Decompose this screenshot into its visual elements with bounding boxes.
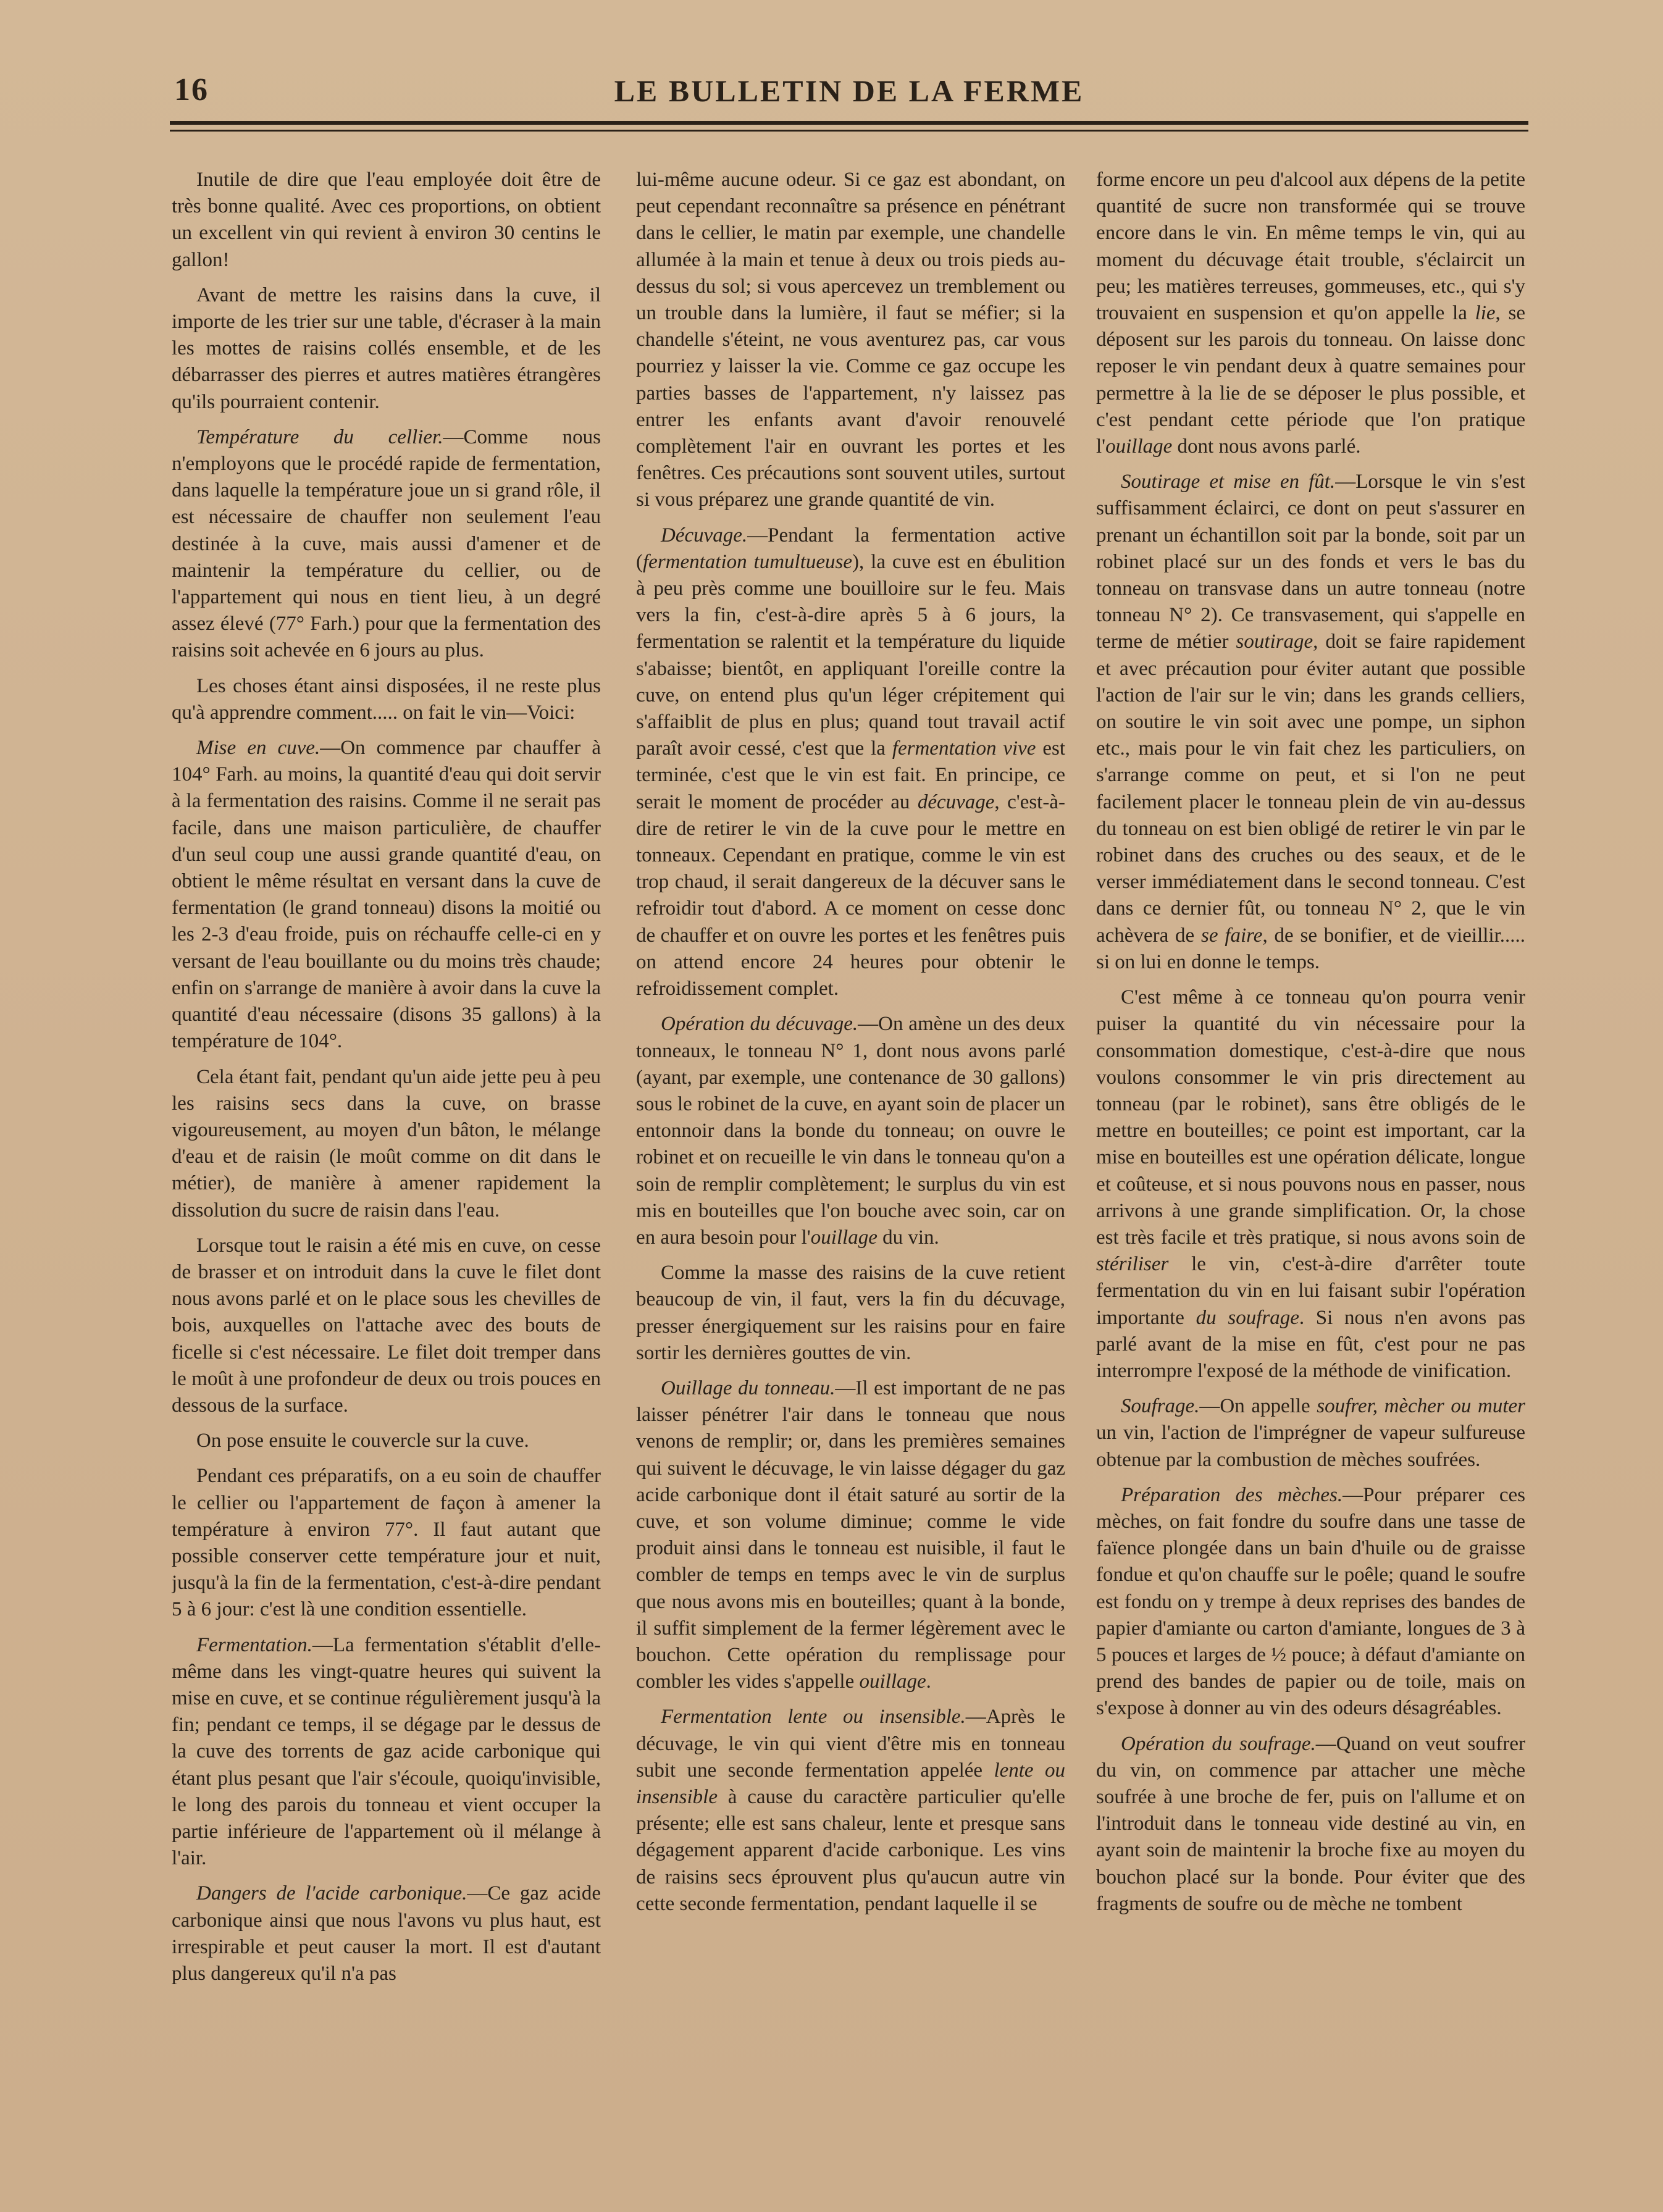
column-1: [172, 167, 601, 2174]
section-paragraph: Décuvage.—Pendant la fermentation active (fermentation tumultueuse), la cuve est en ébulition à peu près comme une bouilloire sur le feu. Mais vers la fin, c'est-à-dire après 5 à 6 jours, la fermentation se ralentit et la température du liquide s'abaisse; bientôt, en appliquant l'oreille contre la cuve, on entend plus qu'un léger crépitement qui s'affaiblit de plus en plus; quand tout travail actif paraît avoir cessé, c'est que la fermentation vive est terminée, c'est que le vin est fait. En principe, ce serait le moment de procéder au décuvage, c'est-à-dire de retirer le vin de la cuve pour le mettre en tonneaux. Cependant en pratique, comme le vin est trop chaud, il serait dangereux de la décuver sans le refroidir tout d'abord. A ce moment on cesse donc de chauffer et on ouvre les portes et les fenêtres puis on attend encore 24 heures pour obtenir le refroidissement complet.: [636, 524, 1065, 1000]
paragraph: Pendant ces préparatifs, on a eu soin de chauffer le cellier ou l'appartement de façon à amener la température à environ 77°. Il faut autant que possible conserver cette température jour et nuit, jusqu'à la fin de la fermentation, c'est-à-dire pendant 5 à 6 jour: c'est là une condition essentielle.: [172, 1465, 601, 1621]
paragraph: Les choses étant ainsi disposées, il ne reste plus qu'à apprendre comment..... on fait le vin—Voici:: [172, 674, 601, 724]
section-paragraph: Préparation des mèches.—Pour préparer ces mèches, on fait fondre du soufre dans une tasse de faïence plongée dans un bain d'huile ou de graisse fondue et qu'on chauffe sur le poêle; quand le soufre est fondu on y trempe à deux reprises des bandes de papier d'amiante ou carton d'amiante, longues de 3 à 5 pouces et larges de ½ pouce; à défaut d'amiante on prend des bandes de papier ou de toile, mais on s'expose à donner au vin des odeurs désagréables.: [1096, 1483, 1525, 1720]
paragraph: Avant de mettre les raisins dans la cuve, il importe de les trier sur une table, d'écraser à la main les mottes de raisins collés ensemble, et de les débarrasser des pierres et autres matières étrangères qu'ils pourraient contenir.: [172, 283, 601, 413]
section-heading: Dangers de l'acide carbonique.: [196, 1882, 467, 1905]
section-heading: Mise en cuve.: [196, 737, 320, 760]
section-paragraph: Soutirage et mise en fût.—Lorsque le vin s'est suffisamment éclairci, ce dont on peut s'assurer en prenant un échantillon soit par la bonde, soit par un robinet placé sur un des fonds et vers le bas du tonneau on transvase dans un autre tonneau (notre tonneau N° 2). Ce transvasement, qui s'appelle en terme de métier soutirage, doit se faire rapidement et avec précaution pour éviter autant que possible l'action de l'air sur le vin; dans les grands celliers, on soutire le vin soit avec une pompe, un siphon etc., mais pour le vin fait chez les particuliers, on s'arrange comme on peut, et si l'on ne peut facilement placer le tonneau plein de vin au-dessus du tonneau on est bien obligé de retirer le vin par le robinet dans des cruches ou des seaux, et de le verser immédiatement dans le second tonneau. C'est dans ce dernier fût, ou tonneau N° 2, que le vin achèvera de se faire, de se bonifier, et de vieillir..... si on lui en donne le temps.: [1096, 471, 1525, 973]
section-paragraph: Température du cellier.—Comme nous n'employons que le procédé rapide de fermentation, dans laquelle la température joue un si grand rôle, il est nécessaire de chauffer non seulement l'eau destinée à la cuve, mais aussi d'amener et de maintenir la température du cellier, ou de l'appartement qui nous en tient lieu, à un degré assez élevé (77° Farh.) pour que la fermentation des raisins soit achevée en 6 jours au plus.: [172, 425, 601, 662]
paragraph: Lorsque tout le raisin a été mis en cuve, on cesse de brasser et on introduit dans la cuve le filet dont nous avons parlé et on le place sous les chevilles de bois, auxquelles on l'attache avec des bouts de ficelle si c'est nécessaire. Le filet doit tremper dans le moût à une profondeur de deux ou trois pouces en dessous de la surface.: [172, 1234, 601, 1417]
paragraph: Cela étant fait, pendant qu'un aide jette peu à peu les raisins secs dans la cuve, on brasse vigoureusement, au moyen d'un bâton, le mélange d'eau et de raisin (le moût comme on dit dans le métier), de manière à amener rapidement la dissolution du sucre de raisin dans l'eau.: [172, 1065, 601, 1221]
section-paragraph: Mise en cuve.—On commence par chauffer à 104° Farh. au moins, la quantité d'eau qui doit servir à la fermentation des raisins. Comme il ne serait pas facile, dans une maison particulière, de chauffer d'un seul coup une aussi grande quantité d'eau, on obtient le même résultat en versant dans la cuve de fermentation (le grand tonneau) disons la moitié ou les 2-3 d'eau froide, puis on réchauffe celle-ci en y versant de l'eau bouillante ou du moins très chaude; enfin on s'arrange de manière à avoir dans la cuve la quantité d'eau nécessaire (disons 35 gallons) à la température de 104°.: [172, 737, 601, 1053]
paragraph: Comme la masse des raisins de la cuve retient beaucoup de vin, il faut, vers la fin du décuvage, presser énergiquement sur les raisins pour en faire sortir les dernières gouttes de vin.: [636, 1262, 1065, 1364]
section-heading: Décuvage.: [661, 524, 748, 547]
header-rule-thick: [170, 121, 1528, 125]
section-paragraph: Opération du soufrage.—Quand on veut soufrer du vin, on commence par attacher une mèche soufrée à une broche de fer, puis on l'allume et on l'introduit dans le tonneau vide destiné au vin, en ayant soin de maintenir la broche fixe au moyen du bouchon placé sur la bonde. Pour éviter que des fragments de soufre ou de mèche ne tombent: [1096, 1732, 1525, 1915]
section-paragraph: Fermentation.—La fermentation s'établit d'elle-même dans les vingt-quatre heures qui suivent la mise en cuve, et se continue régulièrement jusqu'à la fin; pendant ce temps, il se dégage par le dessus de la cuve des torrents de gaz acide carbonique qui étant plus pesant que l'air s'écoule, quoiqu'invisible, le long des parois du tonneau et vient occuper la partie inférieure de l'appartement où il mélange à l'air.: [172, 1633, 601, 1870]
page-number: 16: [174, 72, 209, 107]
paragraph: forme encore un peu d'alcool aux dépens de la petite quantité de sucre non transformée qui se trouve encore dans le vin. En même temps le vin, qui au moment du décuvage était trouble, s'éclaircit un peu; les matières terreuses, gommeuses, etc., qui s'y trouvaient en suspension et qu'on appelle la lie, se déposent sur les parois du tonneau. On laisse donc reposer le vin pendant deux à quatre semaines pour permettre à la lie de se déposer le plus possible, et c'est pendant cette période que l'on pratique l'ouillage dont nous avons parlé.: [1096, 169, 1525, 458]
section-heading: Opération du soufrage.: [1121, 1732, 1316, 1755]
section-heading: Ouillage du tonneau.: [661, 1376, 836, 1399]
paragraph: Inutile de dire que l'eau employée doit être de très bonne qualité. Avec ces proportions, on obtient un excellent vin qui revient à environ 30 centins le gallon!: [172, 169, 601, 271]
section-paragraph: Soufrage.—On appelle soufrer, mècher ou muter un vin, l'action de l'imprégner de vapeur sulfureuse obtenue par la combustion de mèches soufrées.: [1096, 1395, 1525, 1471]
section-heading: Soutirage et mise en fût.: [1121, 471, 1336, 493]
section-paragraph: Dangers de l'acide carbonique.—Ce gaz acide carbonique ainsi que nous l'avons vu plus haut, est irrespirable et peut causer la mort. Il est d'autant plus dangereux qu'il n'a pas: [172, 1882, 601, 1985]
paragraph: C'est même à ce tonneau qu'on pourra venir puiser la quantité du vin nécessaire pour la consommation domestique, c'est-à-dire que nous voulons consommer le vin pris directement au tonneau (par le robinet), sans être obligés de le mettre en bouteilles; ce point est important, car la mise en bouteilles est une opération délicate, longue et coûteuse, et si nous pouvons nous en passer, nous arrivons à une grande simplification. Or, la chose est très facile et très pratique, si nous avons soin de stériliser le vin, c'est-à-dire d'arrêter toute fermentation du vin en lui faisant subir l'opération importante du soufrage. Si nous n'en avons pas parlé avant de la mise en fût, c'est pour ne pas interrompre l'exposé de la méthode de vinification.: [1096, 986, 1525, 1382]
section-heading: Opération du décuvage.: [661, 1013, 858, 1036]
header-rule-thin: [170, 130, 1528, 132]
paragraph: lui-même aucune odeur. Si ce gaz est abondant, on peut cependant reconnaître sa présence en pénétrant dans le cellier, le matin par exemple, une chandelle allumée à la main et tenue à deux ou trois pieds au-dessus du sol; si vous apercevez un tremblement ou un trouble dans la lumière, il faut se méfier; si la chandelle s'éteint, ne vous aventurez pas, car vous pourriez y laisser la vie. Comme ce gaz occupe les parties basses de l'appartement, n'y laissez pas entrer les enfants avant d'avoir renouvelé complètement l'air en ouvrant les portes et les fenêtres. Ces précautions sont souvent utiles, surtout si vous préparez une grande quantité de vin.: [636, 169, 1065, 511]
column-3: [1096, 167, 1525, 2174]
running-title: LE BULLETIN DE LA FERME: [614, 73, 1084, 108]
section-heading: Température du cellier.: [196, 425, 443, 448]
section-paragraph: Opération du décuvage.—On amène un des deux tonneaux, le tonneau N° 1, dont nous avons parlé (ayant, par exemple, une contenance de 30 gallons) sous le robinet de la cuve, en ayant soin de placer un entonnoir dans la bonde du tonneau; on ouvre le robinet et on recueille le vin dans le tonneau qu'on a soin de remplir complètement; le surplus du vin est mis en bouteilles que l'on bouche avec soin, car on en aura besoin pour l'ouillage du vin.: [636, 1013, 1065, 1249]
page-header: [167, 68, 1531, 117]
section-paragraph: Fermentation lente ou insensible.—Après le décuvage, le vin qui vient d'être mis en tonneau subit une seconde fermentation appelée lente ou insensible à cause du caractère particulier qu'elle présente; elle est sans chaleur, lente et presque sans dégagement apparent d'acide carbonique. Les vins de raisins secs éprouvent plus qu'aucun autre vin cette seconde fermentation, pendant laquelle il se: [636, 1706, 1065, 1915]
section-heading: Fermentation lente ou insensible.: [661, 1706, 966, 1728]
section-heading: Fermentation.: [196, 1633, 312, 1656]
column-2: [636, 167, 1065, 2174]
section-heading: Préparation des mèches.: [1121, 1483, 1343, 1506]
section-paragraph: Ouillage du tonneau.—Il est important de ne pas laisser pénétrer l'air dans le tonneau que nous venons de remplir; or, dans les premières semaines qui suivent le décuvage, le vin laisse dégager du gaz acide carbonique dont il était saturé au sortir de la cuve, et son volume diminue; comme le vide produit ainsi dans le tonneau est nuisible, il faut le combler de temps en temps avec le vin de surplus que nous avons mis en bouteilles; quant à la bonde, il suffit simplement de la fermer légèrement avec le bouchon. Cette opération du remplissage pour combler les vides s'appelle ouillage.: [636, 1376, 1065, 1693]
paragraph: On pose ensuite le couvercle sur la cuve.: [196, 1430, 529, 1452]
section-heading: Soufrage.: [1121, 1395, 1200, 1418]
